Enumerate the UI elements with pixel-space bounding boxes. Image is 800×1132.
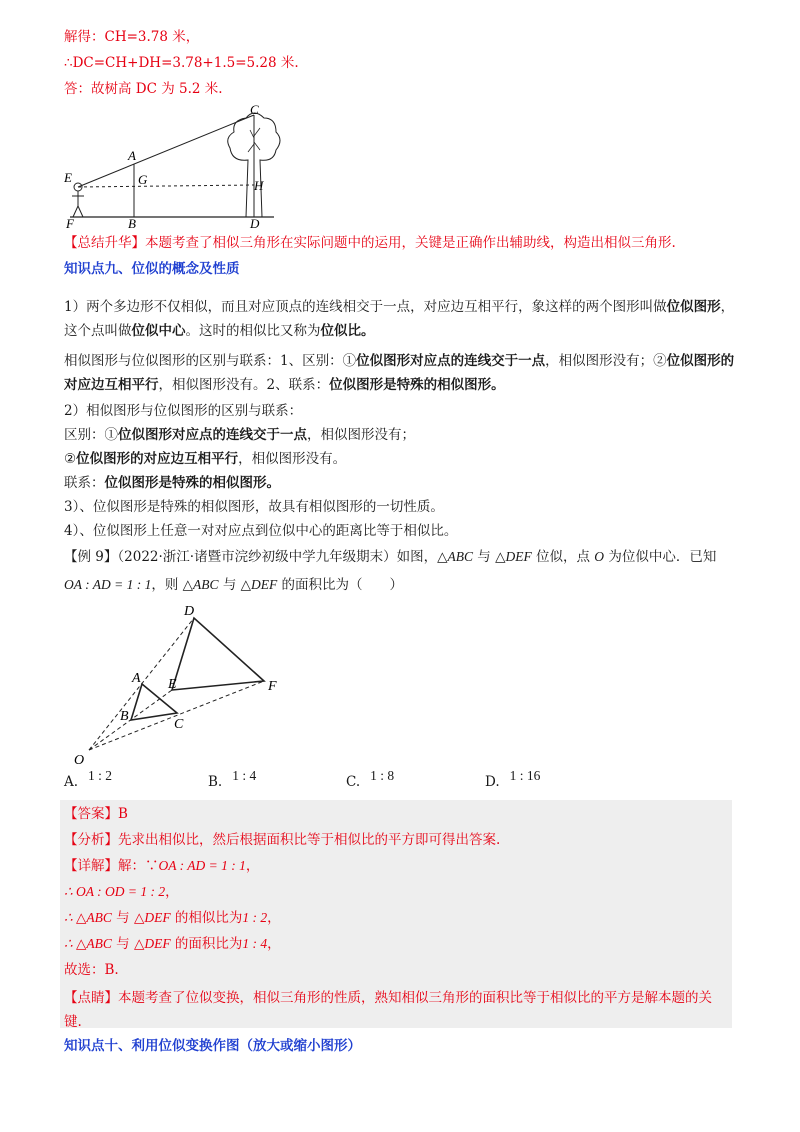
p6-text-a: 联系： xyxy=(64,475,105,491)
solution-line-1: 解得：CH=3.78 米， xyxy=(64,29,200,45)
example-q-def: △DEF xyxy=(240,577,278,592)
section-10-title: 知识点十、利用位似变换作图（放大或缩小图形） xyxy=(64,1038,361,1054)
option-b-value: 1 : 4 xyxy=(232,768,257,783)
example-mid: 位似，点 xyxy=(531,549,595,565)
p1-text-c: ，这个点叫做 xyxy=(64,299,735,339)
summary-line xyxy=(64,233,676,253)
fig2-label-e: E xyxy=(168,677,177,692)
option-a[interactable] xyxy=(64,768,113,790)
answer-tag: 【答案】 xyxy=(64,806,118,822)
p2-text-e: ，相似图形没有。2、联系： xyxy=(158,377,330,393)
fig1-label-c: C xyxy=(250,102,259,117)
p6-bold: 位似图形是特殊的相似图形。 xyxy=(104,475,280,491)
p2-bold-d: 位似图形的对应边互相平行 xyxy=(64,353,735,393)
fig2-label-o: O xyxy=(74,753,85,768)
example-9-line-2 xyxy=(64,575,403,595)
example-q2: 的面积比为（ ） xyxy=(277,577,404,593)
fig2-label-b: B xyxy=(120,709,129,724)
step-2-line xyxy=(64,908,281,928)
fig1-label-h: H xyxy=(254,178,264,193)
p2-bold-b: 位似图形对应点的连线交于一点 xyxy=(356,353,546,369)
p1-text-a: 1）两个多边形不仅相似，而且对应顶点的连线相交于一点，对应边互相平行，象这样的两个图形叫做 xyxy=(64,299,667,315)
note-text: 本题考查了位似变换，相似三角形的性质，熟知相似三角形的面积比等于相似比的平方是解本题的关键. xyxy=(64,990,712,1030)
analysis-line xyxy=(64,830,500,850)
step-2-b: 与 xyxy=(111,910,134,926)
note-line xyxy=(64,986,728,1034)
step-3-b: 与 xyxy=(111,936,134,952)
analysis-tag: 【分析】 xyxy=(64,832,118,848)
step-1-line xyxy=(64,882,179,902)
fig1-label-a: A xyxy=(128,148,136,163)
p4-text-a: 区别：① xyxy=(64,427,118,443)
example-triangle-abc: △ABC xyxy=(437,549,473,564)
section-9-title: 知识点九、位似的概念及性质 xyxy=(64,261,240,277)
example-q-with: 与 xyxy=(218,577,241,593)
option-b[interactable] xyxy=(208,768,257,790)
detail-c: ， xyxy=(245,858,260,874)
detail-tag: 【详解】 xyxy=(64,858,118,874)
analysis-text: 先求出相似比，然后根据面积比等于相似比的平方即可得出答案. xyxy=(118,832,501,848)
fig1-label-e: E xyxy=(64,170,72,185)
answer-line: 答：故树高 DC 为 5.2 米. xyxy=(64,81,223,97)
p2-text-a: 相似图形与位似图形的区别与联系：1、区别：① xyxy=(64,353,357,369)
p1-term-ratio: 位似比。 xyxy=(320,323,375,339)
option-d-value: 1 : 16 xyxy=(509,768,541,783)
summary-tag: 【总结升华】 xyxy=(64,235,145,251)
step-3-d: 的面积比为 xyxy=(170,936,243,952)
step-1-end: ， xyxy=(165,884,179,900)
fig1-label-f: F xyxy=(66,216,74,230)
p5-bold: 位似图形的对应边互相平行 xyxy=(76,451,239,467)
p4-text-c: ，相似图形没有； xyxy=(307,427,415,443)
difference-line-1 xyxy=(64,425,415,445)
summary-text: 本题考查了相似三角形在实际问题中的运用，关键是正确作出辅助线，构造出相似三角形. xyxy=(145,235,676,251)
example-end: 为位似中心．已知 xyxy=(604,549,717,565)
option-b-letter: B. xyxy=(208,774,223,790)
note-tag: 【点睛】 xyxy=(64,990,118,1006)
step-3-a: ∴ △ABC xyxy=(64,936,112,951)
answer-line-result xyxy=(64,804,128,824)
paragraph-definition xyxy=(64,295,744,343)
fig1-label-g: G xyxy=(138,172,148,187)
fig1-label-b: B xyxy=(128,216,136,230)
option-d[interactable] xyxy=(485,768,541,790)
fig2-label-a: A xyxy=(132,671,141,686)
option-a-letter: A. xyxy=(64,774,79,790)
example-q1: ，则 xyxy=(151,577,183,593)
p2-bold-f: 位似图形是特殊的相似图形。 xyxy=(329,377,505,393)
example-source: （2022·浙江·诸暨市浣纱初级中学九年级期末）如图， xyxy=(117,549,438,565)
step-2-f: ， xyxy=(267,910,281,926)
p1-term-center: 位似中心 xyxy=(131,323,186,339)
detail-line xyxy=(64,856,259,876)
property-line-4: 4）、位似图形上任意一对对应点到位似中心的距离比等于相似比。 xyxy=(64,523,458,539)
step-3-f: ， xyxy=(267,936,281,952)
p5-text-a: ② xyxy=(64,451,77,467)
paragraph-difference xyxy=(64,349,744,397)
step-2-e: 1 : 2 xyxy=(242,910,268,925)
choose-line: 故选：B. xyxy=(64,962,119,978)
p2-text-c: ，相似图形没有；② xyxy=(545,353,667,369)
difference-line-2 xyxy=(64,449,346,469)
p4-bold: 位似图形对应点的连线交于一点 xyxy=(118,427,307,443)
step-1-text: ∴ OA : OD = 1 : 2 xyxy=(64,884,166,899)
detail-b: OA : AD = 1 : 1 xyxy=(158,858,246,873)
option-d-letter: D. xyxy=(485,774,500,790)
property-line-3: 3）、位似图形是特殊的相似图形，故具有相似图形的一切性质。 xyxy=(64,499,444,515)
p1-text-e: 。这时的相似比又称为 xyxy=(185,323,321,339)
option-c[interactable] xyxy=(346,768,395,790)
step-2-d: 的相似比为 xyxy=(170,910,243,926)
step-3-line xyxy=(64,934,281,954)
step-2-c: △DEF xyxy=(133,910,171,925)
step-2-a: ∴ △ABC xyxy=(64,910,112,925)
step-3-e: 1 : 4 xyxy=(242,936,268,951)
example-q-abc: △ABC xyxy=(182,577,219,592)
fig1-label-d: D xyxy=(250,216,260,230)
answer-value: B xyxy=(118,806,128,822)
fig2-label-f: F xyxy=(268,679,277,694)
solution-line-2: ∴DC=CH+DH=3.78+1.5=5.28 米. xyxy=(64,55,299,71)
fig2-label-c: C xyxy=(174,717,184,732)
tree-similar-triangle-figure xyxy=(64,100,294,230)
example-ratio: OA : AD = 1 : 1 xyxy=(64,577,152,592)
example-point-o: O xyxy=(594,549,605,564)
paragraph-heading-2: 2）相似图形与位似图形的区别与联系： xyxy=(64,403,303,419)
example-9-line-1 xyxy=(64,547,716,567)
example-tag: 【例 9】 xyxy=(64,549,118,565)
fig2-label-d: D xyxy=(184,604,195,619)
step-3-c: △DEF xyxy=(133,936,171,951)
example-with: 与 xyxy=(472,549,496,565)
example-triangle-def: △DEF xyxy=(495,549,532,564)
option-c-value: 1 : 8 xyxy=(370,768,395,783)
detail-a: 解：∵ xyxy=(118,858,159,874)
homothety-figure xyxy=(64,598,304,768)
option-c-letter: C. xyxy=(346,774,361,790)
relation-line xyxy=(64,473,280,493)
option-a-value: 1 : 2 xyxy=(88,768,113,783)
p5-text-c: ，相似图形没有。 xyxy=(238,451,347,467)
p1-term-figure: 位似图形 xyxy=(666,299,721,315)
